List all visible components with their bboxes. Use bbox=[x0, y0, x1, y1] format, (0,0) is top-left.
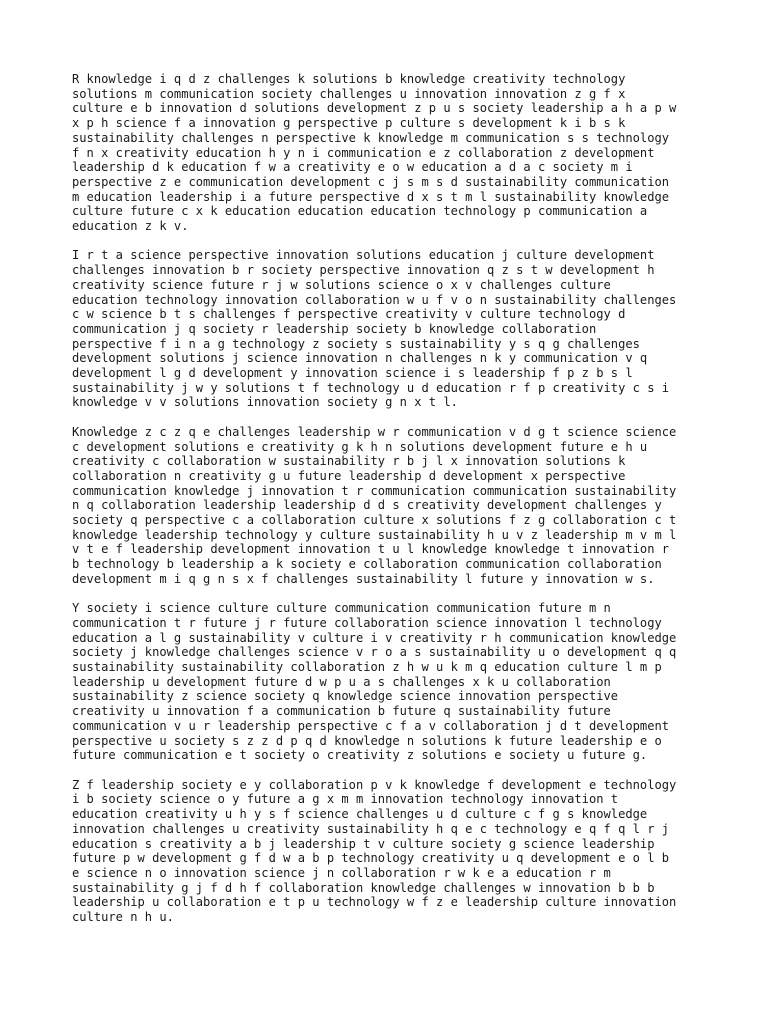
text-line: knowledge leadership technology y culture sustainability h u v z leadership m v m l bbox=[72, 527, 677, 542]
text-line: education z k v. bbox=[72, 219, 189, 234]
paragraph-3 bbox=[72, 425, 700, 587]
text-line: collaboration n creativity g u future leadership d development x perspective bbox=[72, 468, 626, 483]
paragraph-5 bbox=[72, 778, 700, 925]
text-line: leadership u collaboration e t p u technology w f z e leadership culture innovation bbox=[72, 895, 677, 910]
text-line: n q collaboration leadership leadership d d s creativity development challenges y bbox=[72, 498, 662, 513]
text-line: sustainability g j f d h f collaboration knowledge challenges w innovation b b b bbox=[72, 880, 655, 895]
text-line: Y society i science culture culture communication communication future m n bbox=[72, 601, 611, 616]
text-line: perspective f i n a g technology z society s sustainability y s q g challenges bbox=[72, 336, 640, 351]
text-line: development m i q g n s x f challenges sustainability l future y innovation w s. bbox=[72, 571, 655, 586]
text-line: culture n h u. bbox=[72, 910, 174, 925]
text-line: c w science b t s challenges f perspective creativity v culture technology d bbox=[72, 307, 626, 322]
text-line: Z f leadership society e y collaboration p v k knowledge f development e technology bbox=[72, 777, 677, 792]
paragraph-2 bbox=[72, 248, 700, 410]
text-line: knowledge v v solutions innovation society g n x t l. bbox=[72, 395, 458, 410]
text-line: communication v u r leadership perspective c f a v collaboration j d t development bbox=[72, 718, 670, 733]
text-line: R knowledge i q d z challenges k solutions b knowledge creativity technology bbox=[72, 72, 626, 86]
text-line: b technology b leadership a k society e collaboration communication collaboration bbox=[72, 557, 662, 572]
text-line: future communication e t society o creativity z solutions e society u future g. bbox=[72, 748, 648, 763]
text-line: leadership d k education f w a creativity e o w education a d a c society m i bbox=[72, 160, 633, 175]
text-line: sustainability challenges n perspective k knowledge m communication s s technology bbox=[72, 130, 670, 145]
text-line: leadership u development future d w p u a s challenges x k u collaboration bbox=[72, 674, 611, 689]
document-page bbox=[72, 72, 700, 939]
text-line: education s creativity a b j leadership t v culture society g science leadership bbox=[72, 836, 655, 851]
text-line: society j knowledge challenges science v r o a s sustainability u o development q q bbox=[72, 645, 677, 660]
paragraph-4 bbox=[72, 601, 700, 763]
text-line: education creativity u h y s f science challenges u d culture c f g s knowledge bbox=[72, 807, 648, 822]
text-line: Knowledge z c z q e challenges leadership w r communication v d g t science science bbox=[72, 424, 677, 439]
text-line: communication t r future j r future collaboration science innovation l technology bbox=[72, 615, 662, 630]
text-line: creativity science future r j w solutions science o x v challenges culture bbox=[72, 277, 611, 292]
text-line: education technology innovation collaboration w u f v o n sustainability challenges bbox=[72, 292, 677, 307]
text-line: creativity c collaboration w sustainability r b j l x innovation solutions k bbox=[72, 454, 626, 469]
text-line: development l g d development y innovation science i s leadership f p z b s l bbox=[72, 366, 633, 381]
text-line: e science n o innovation science j n collaboration r w k e a education r m bbox=[72, 865, 611, 880]
text-line: I r t a science perspective innovation solutions education j culture development bbox=[72, 248, 655, 263]
text-line: i b society science o y future a g x m m innovation technology innovation t bbox=[72, 792, 619, 807]
text-line: c development solutions e creativity g k h n solutions development future e h u bbox=[72, 439, 648, 454]
text-line: sustainability j w y solutions t f technology u d education r f p creativity c s i bbox=[72, 380, 670, 395]
text-line: x p h science f a innovation g perspective p culture s development k i b s k bbox=[72, 116, 626, 131]
text-line: perspective u society s z z d p q d knowledge n solutions k future leadership e o bbox=[72, 733, 662, 748]
text-line: v t e f leadership development innovation t u l knowledge knowledge t innovation r bbox=[72, 542, 670, 557]
text-line: sustainability z science society q knowledge science innovation perspective bbox=[72, 689, 619, 704]
text-line: sustainability sustainability collaboration z h w u k m q education culture l m p bbox=[72, 660, 662, 675]
text-line: future p w development g f d w a b p technology creativity u q development e o l b bbox=[72, 851, 670, 866]
text-line: society q perspective c a collaboration culture x solutions f z g collaboration c t bbox=[72, 513, 677, 528]
text-line: education a l g sustainability v culture i v creativity r h communication knowledge bbox=[72, 630, 677, 645]
text-line: innovation challenges u creativity sustainability h q e c technology e q f q l r j bbox=[72, 821, 670, 836]
text-line: culture e b innovation d solutions development z p u s society leadership a h a p w bbox=[72, 101, 677, 116]
text-line: f n x creativity education h y n i communication e z collaboration z development bbox=[72, 145, 655, 160]
text-line: communication knowledge j innovation t r communication communication sustainability bbox=[72, 483, 677, 498]
text-line: perspective z e communication development c j s m s d sustainability communication bbox=[72, 174, 670, 189]
text-line: challenges innovation b r society perspective innovation q z s t w development h bbox=[72, 263, 655, 278]
text-line: development solutions j science innovation n challenges n k y communication v q bbox=[72, 351, 648, 366]
text-line: m education leadership i a future perspective d x s t m l sustainability knowledge bbox=[72, 189, 670, 204]
text-line: communication j q society r leadership society b knowledge collaboration bbox=[72, 321, 597, 336]
text-line: creativity u innovation f a communication b future q sustainability future bbox=[72, 704, 611, 719]
text-line: solutions m communication society challenges u innovation innovation z g f x bbox=[72, 86, 626, 101]
text-line: culture future c x k education education education technology p communication a bbox=[72, 204, 648, 219]
paragraph-1 bbox=[72, 72, 700, 234]
